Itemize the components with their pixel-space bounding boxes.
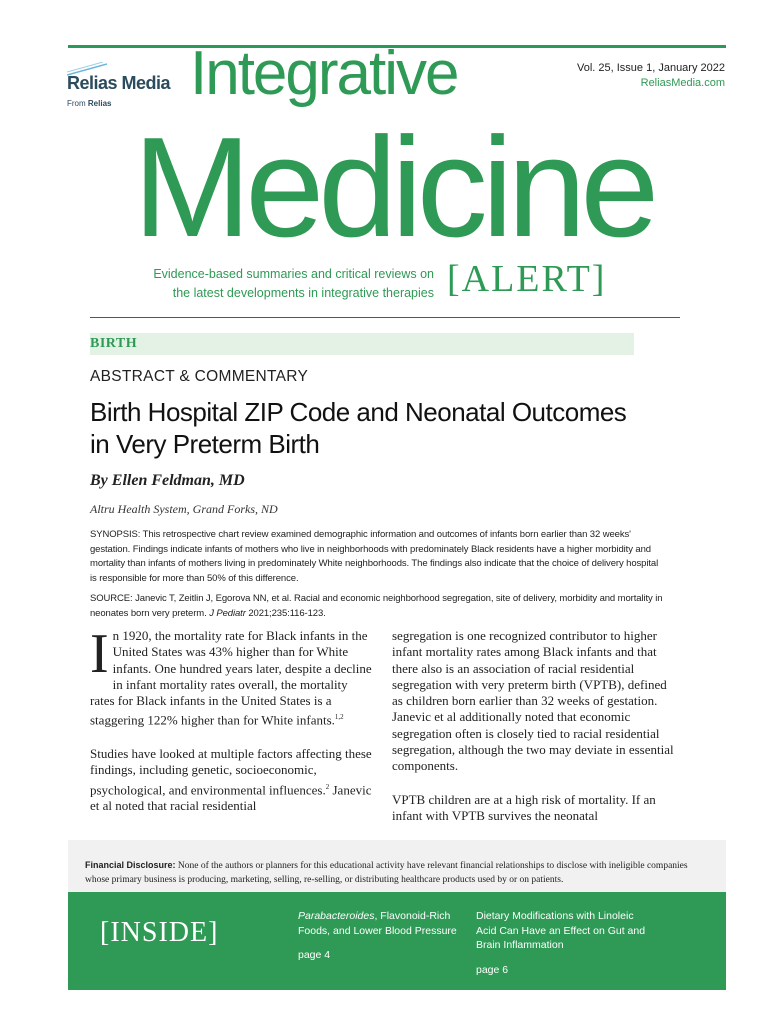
drop-cap: I [90, 623, 109, 685]
masthead-tagline: Evidence-based summaries and critical reviews on the latest developments in integrative therapies [153, 267, 434, 300]
section-label: BIRTH [90, 336, 138, 351]
financial-disclosure: Financial Disclosure: None of the authors or planners for this educational activity have relevant financial relationships to disclose with ineligible companies whose primary business is producing, marketing, selling, re-selling, or distributing healthcare products used by or on patients. [85, 860, 688, 885]
inside-item-title: Parabacteroides, Flavonoid-Rich Foods, and Lower Blood Pressure [298, 910, 457, 937]
brand-name: Relias Media [67, 73, 171, 93]
inside-label: [INSIDE] [100, 917, 219, 948]
body-paragraph: In 1920, the mortality rate for Black infants in the United States was 43% higher than for White infants. One hundred years later, despite a decline in infant mortality rates overall, the mortality rates for Black infants in the United States is a staggering 122% higher than for White infants.$^{1,2}$ [90, 623, 372, 728]
article-byline: By Ellen Feldman, MD [90, 472, 245, 489]
author-affiliation: Altru Health System, Grand Forks, ND [90, 502, 278, 516]
masthead-title-integrative: Integrative [190, 39, 458, 108]
issue-info: Vol. 25, Issue 1, January 2022 [577, 62, 725, 74]
inside-item[interactable] [476, 909, 646, 977]
inside-item-title: Dietary Modifications with Linoleic Acid Can Have an Effect on Gut and Brain Inflammation [476, 910, 646, 951]
header-divider [90, 317, 680, 318]
article-source: SOURCE: Janevic T, Zeitlin J, Egorova NN, et al. Racial and economic neighborhood segregation, site of delivery, morbidity and mortality in neonates born very preterm. J Pediatr 2021;235:116-123. [90, 593, 663, 619]
alert-label: [ALERT] [447, 258, 607, 300]
article-kicker: ABSTRACT & COMMENTARY [90, 368, 309, 385]
body-paragraph: VPTB children are at a high risk of mortality. If an infant with VPTB survives the neonatal [392, 791, 656, 823]
body-paragraph: segregation is one recognized contributor to higher infant mortality rates among Black infants and that there also is an association of racial residential segregation with very preterm birth (VPTB), defined as children born earlier than 32 weeks of gestation. Janevic et al additionally noted that economic segregation often is closely tied to racial residential segregation, although the two may deviate in essential components. [392, 628, 674, 774]
brand-from: From Relias [67, 99, 112, 108]
site-link[interactable]: ReliasMedia.com [640, 77, 725, 89]
masthead-title-medicine: Medicine [133, 108, 654, 267]
section-band [90, 333, 634, 355]
inside-item-page: page 6 [476, 963, 509, 976]
body-paragraph: Studies have looked at multiple factors affecting these findings, including genetic, socioeconomic, psychological, and environmental influences.$^2$ Janevic et al noted that racial residential [90, 746, 372, 814]
body-column-left [90, 623, 375, 832]
inside-item[interactable] [298, 909, 468, 963]
article-headline: Birth Hospital ZIP Code and Neonatal Outcomes in Very Preterm Birth [90, 397, 627, 459]
inside-item-page: page 4 [298, 949, 331, 961]
body-column-right [392, 628, 677, 841]
article-synopsis: SYNOPSIS: This retrospective chart review examined demographic information and outcomes of infants born earlier than 32 weeks' gestation. Findings indicate infants of mothers who live in neighborhoods with predominately Black residents have a higher morbidity and mortality than infants of mothers living in predominately White neighborhoods. The findings also indicate that the choice of delivery hospital is responsible for more than 50% of this difference. [90, 529, 659, 584]
